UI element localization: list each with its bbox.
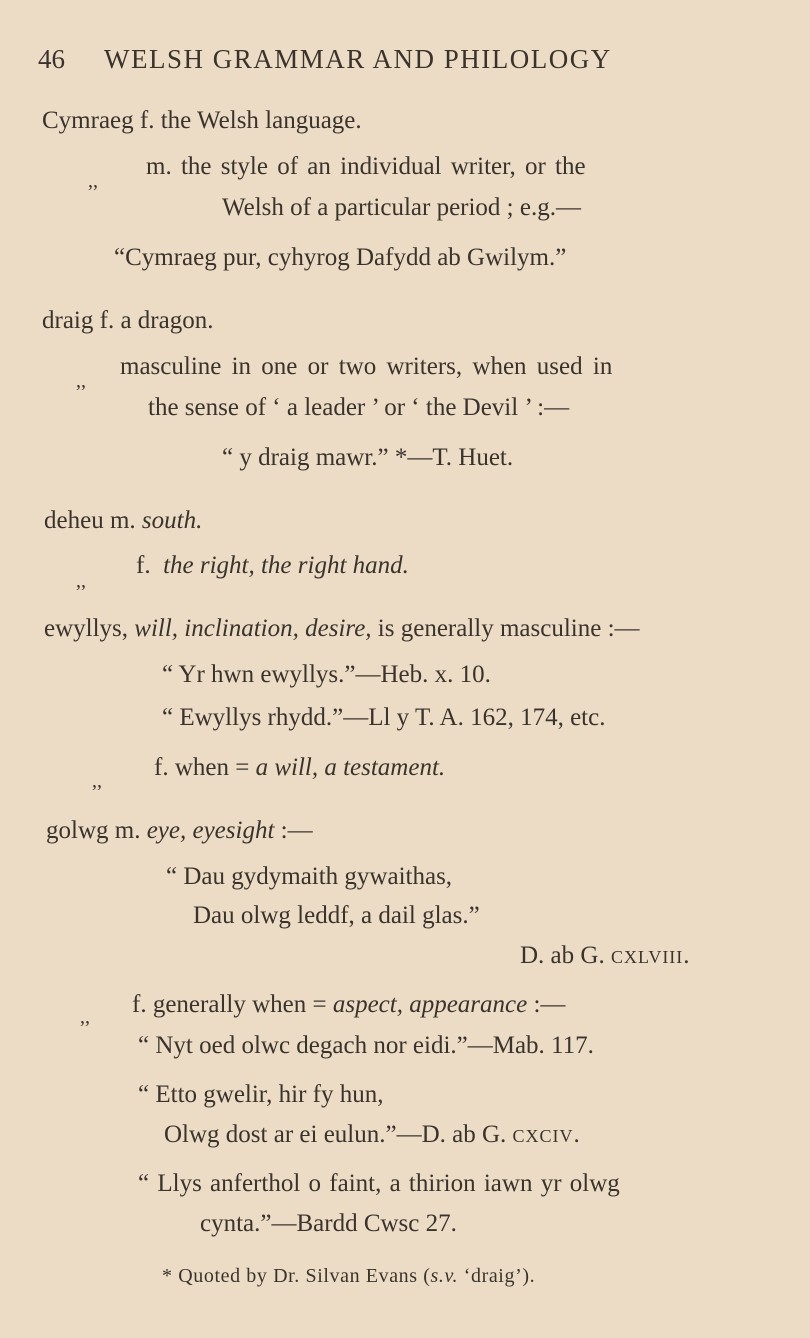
entry-golwg-quote1-source-text: D. ab G. [520, 942, 605, 969]
entry-ewyllys-sense2-pre: f. when = [154, 754, 250, 781]
entry-cymraeg-sense2-line1: m. the style of an individual writer, or the [146, 153, 586, 180]
entry-golwg-quote4-line1: “ Llys anferthol o faint, a thirion iawn yr olwg [138, 1170, 620, 1197]
entry-golwg-quote4-line2: cynta.”—Bardd Cwsc 27. [200, 1210, 457, 1237]
ditto-mark: ,, [88, 170, 98, 192]
entry-golwg-sense2-gloss: aspect, appearance [332, 991, 528, 1018]
page-number: 46 [38, 44, 65, 74]
entry-golwg-quote3-line2 [164, 1120, 581, 1150]
entry-deheu-sense2 [136, 551, 409, 581]
entry-draig-sense2-line2: the sense of ‘ a leader ’ or ‘ the Devil ’ :— [148, 394, 570, 421]
entry-draig-headword: draig f. a dragon. [42, 307, 214, 334]
entry-ewyllys-sense2-gloss: a will, a testament. [255, 754, 446, 781]
ditto-mark: ,, [80, 1006, 90, 1028]
entry-cymraeg-sense2-line2: Welsh of a particular period ; e.g.— [222, 194, 581, 221]
footnote [162, 1261, 535, 1291]
ditto-mark: ,, [76, 370, 86, 392]
footnote-post: ‘draig’). [458, 1265, 536, 1287]
running-title: WELSH GRAMMAR AND PHILOLOGY [104, 44, 612, 74]
entry-golwg-head: golwg m. [46, 817, 141, 844]
entry-ewyllys-gloss: will, inclination, desire, [134, 615, 372, 642]
ditto-mark: ,, [92, 770, 102, 792]
entry-ewyllys-headword [44, 614, 640, 644]
entry-golwg-sense2 [132, 990, 565, 1020]
entry-golwg-quote2: “ Nyt oed olwc degach nor eidi.”—Mab. 117. [138, 1032, 594, 1059]
entry-golwg-quote1-source [520, 941, 691, 971]
entry-golwg-quote1-source-numeral: cxlviii. [610, 942, 691, 969]
entry-golwg-sense2-pre: f. generally when = [132, 991, 327, 1018]
entry-draig-sense2-line1: masculine in one or two writers, when used in [120, 353, 613, 380]
entry-ewyllys-head: ewyllys, [44, 615, 129, 642]
entry-golwg-quote3-numeral: cxciv. [512, 1121, 581, 1148]
entry-golwg-quote3-line1: “ Etto gwelir, hir fy hun, [138, 1081, 384, 1108]
entry-golwg-gloss: eye, eyesight [146, 817, 275, 844]
entry-deheu-head: deheu m. [44, 507, 136, 534]
entry-cymraeg-quote: “Cymraeg pur, cyhyrog Dafydd ab Gwilym.” [114, 244, 567, 271]
footnote-sv: s.v. [430, 1265, 459, 1287]
entry-draig-quote: “ y draig mawr.” *—T. Huet. [222, 444, 514, 471]
entry-deheu-sense2-f: f. [136, 552, 151, 579]
entry-golwg-quote3-line2-text: Olwg dost ar ei eulun.”—D. ab G. [164, 1121, 507, 1148]
entry-golwg-headword [46, 816, 313, 846]
entry-ewyllys-quote2: “ Ewyllys rhydd.”—Ll y T. A. 162, 174, etc. [162, 704, 606, 731]
entry-golwg-quote1-line1: “ Dau gydymaith gywaithas, [166, 863, 453, 890]
entry-ewyllys-sense2 [154, 753, 445, 783]
entry-ewyllys-quote1: “ Yr hwn ewyllys.”—Heb. x. 10. [162, 661, 491, 688]
entry-golwg-quote1-line2: Dau olwg leddf, a dail glas.” [193, 902, 480, 929]
entry-cymraeg-headword: Cymraeg f. the Welsh language. [42, 107, 362, 134]
entry-golwg-rest: :— [280, 817, 313, 844]
entry-deheu-gloss: south. [141, 507, 203, 534]
entry-deheu-sense2-gloss: the right, the right hand. [163, 552, 409, 579]
entry-ewyllys-rest: is generally masculine :— [377, 615, 640, 642]
footnote-pre: * Quoted by Dr. Silvan Evans ( [162, 1265, 431, 1287]
ditto-mark: ,, [76, 570, 86, 592]
entry-deheu-headword [44, 506, 202, 536]
entry-golwg-sense2-rest: :— [533, 991, 566, 1018]
